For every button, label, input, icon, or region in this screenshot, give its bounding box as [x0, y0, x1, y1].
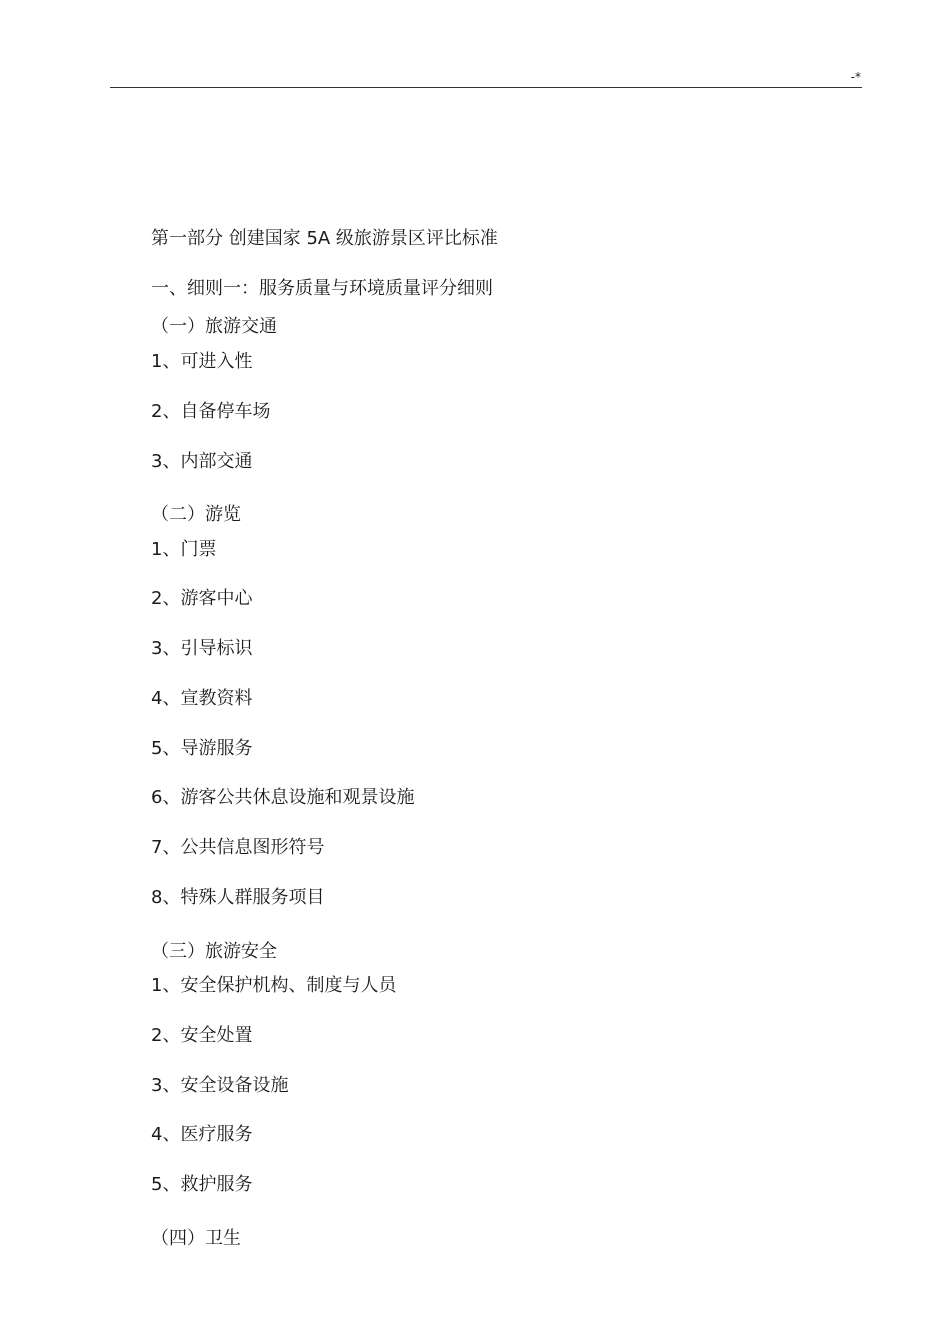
- list-item: 7、公共信息图形符号: [151, 837, 325, 858]
- list-item: 2、安全处置: [151, 1025, 253, 1046]
- subsection-title: （二）游览: [151, 504, 241, 525]
- subsection-title: （四）卫生: [151, 1228, 241, 1249]
- list-item: 5、救护服务: [151, 1174, 253, 1195]
- list-item: 1、可进入性: [151, 351, 253, 372]
- list-item: 8、特殊人群服务项目: [151, 887, 325, 908]
- list-item: 3、引导标识: [151, 638, 253, 659]
- list-item: 2、自备停车场: [151, 401, 271, 422]
- part-title: 第一部分 创建国家 5A 级旅游景区评比标准: [151, 228, 498, 249]
- list-item: 1、门票: [151, 539, 217, 560]
- list-item: 2、游客中心: [151, 588, 253, 609]
- subsection-title: （一）旅游交通: [151, 316, 277, 337]
- subsection-title: （三）旅游安全: [151, 941, 277, 962]
- header-rule: [110, 87, 862, 88]
- header-mark: -*: [850, 70, 861, 84]
- list-item: 4、宣教资料: [151, 688, 253, 709]
- list-item: 1、安全保护机构、制度与人员: [151, 975, 397, 996]
- list-item: 4、医疗服务: [151, 1124, 253, 1145]
- list-item: 3、内部交通: [151, 451, 253, 472]
- list-item: 6、游客公共休息设施和观景设施: [151, 787, 415, 808]
- list-item: 5、导游服务: [151, 738, 253, 759]
- section-title: 一、细则一：服务质量与环境质量评分细则: [151, 278, 493, 299]
- list-item: 3、安全设备设施: [151, 1075, 289, 1096]
